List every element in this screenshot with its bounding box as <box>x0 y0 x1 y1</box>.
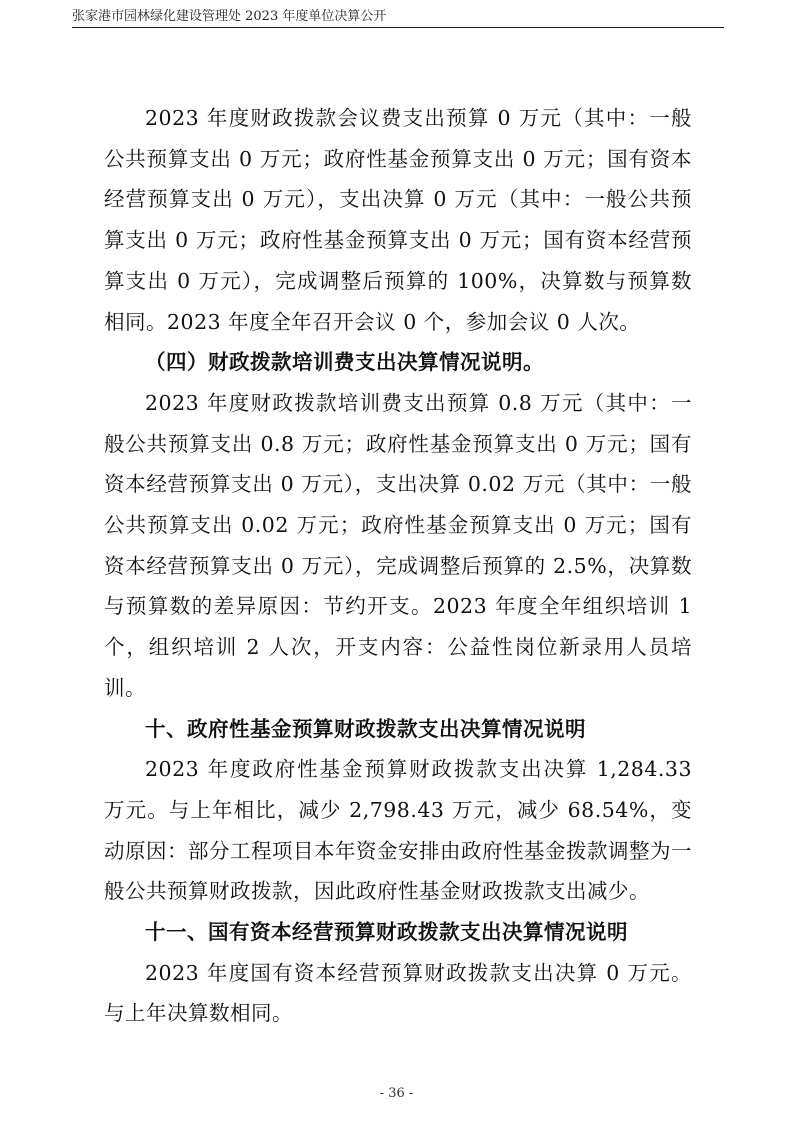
paragraph-government-fund: 2023 年度政府性基金预算财政拨款支出决算 1,284.33 万元。与上年相比，减少 2,798.43 万元，减少 68.54%，变动原因：部分工程项目本年资金安排由政府性基金拨款调整为一般公共预算财政拨款，因此政府性基金财政拨款支出减少。 <box>104 757 692 904</box>
page-number: - 36 - <box>379 1086 414 1101</box>
heading-training-fee: （四）财政拨款培训费支出决算情况说明。 <box>145 350 544 375</box>
header-divider <box>72 27 724 28</box>
page-header: 张家港市园林绿化建设管理处 2023 年度单位决算公开 <box>72 9 387 24</box>
document-body <box>104 98 692 1034</box>
paragraph-state-capital: 2023 年度国有资本经营预算财政拨款支出决算 0 万元。与上年决算数相同。 <box>104 960 692 1026</box>
heading-state-capital: 十一、国有资本经营预算财政拨款支出决算情况说明 <box>145 920 628 945</box>
paragraph-training-fee: 2023 年度财政拨款培训费支出预算 0.8 万元（其中：一般公共预算支出 0.8 万元；政府性基金预算支出 0 万元；国有资本经营预算支出 0 万元），支出决算 0.02 万元（其中：一般公共预算支出 0.02 万元；政府性基金预算支出 0 万元；国有资本经营预算支出 0 万元），完成调整后预算的 2.5%，决算数与预算数的差异原因：节约开支。2023 年度全年组织培训 1 个，组织培训 2 人次，开支内容：公益性岗位新录用人员培训。 <box>104 390 692 700</box>
paragraph-meeting-fee: 2023 年度财政拨款会议费支出预算 0 万元（其中：一般公共预算支出 0 万元；政府性基金预算支出 0 万元；国有资本经营预算支出 0 万元），支出决算 0 万元（其中：一般公共预算支出 0 万元；政府性基金预算支出 0 万元；国有资本经营预算支出 0 万元），完成调整后预算的 100%，决算数与预算数相同。2023 年度全年召开会议 0 个，参加会议 0 人次。 <box>104 106 692 334</box>
heading-government-fund: 十、政府性基金预算财政拨款支出决算情况说明 <box>145 716 586 741</box>
